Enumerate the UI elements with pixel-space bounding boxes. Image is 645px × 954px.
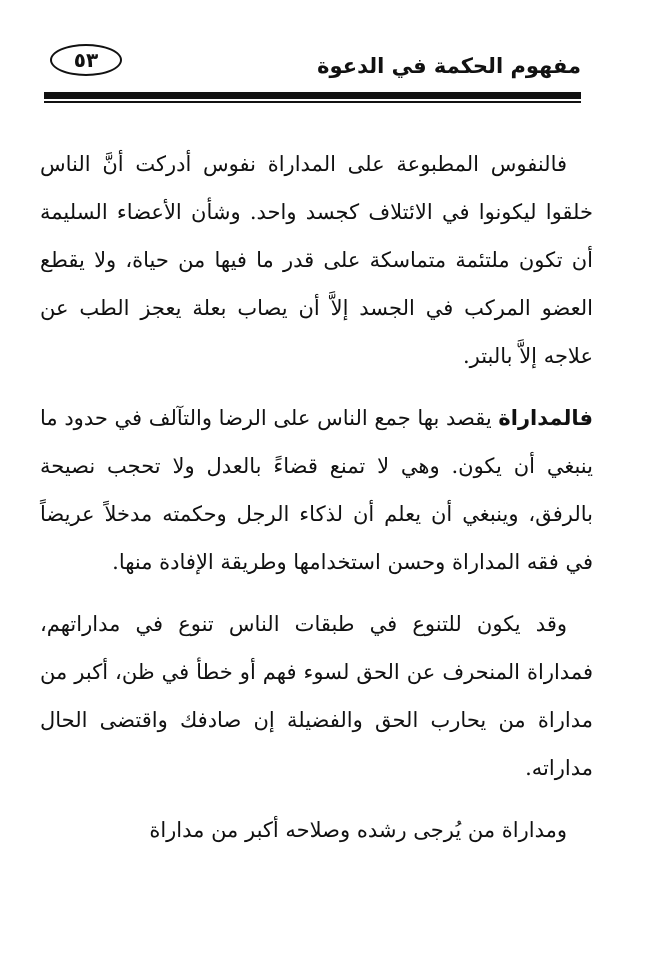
paragraph-2-text: يقصد بها جمع الناس على الرضا والتآلف في حدود ما ينبغي أن يكون. وهي لا تمنع قضاءً بالعدل ولا تحجب نصيحة بالرفق، وينبغي أن يعلم أن لذكاء الرجل وحكمته مدخلاً عريضاً في فقه المداراة وحسن استخدامها وطريقة الإفادة منها. [40,406,593,574]
page-number: ٥٣ [50,44,122,76]
body-text [40,140,593,868]
paragraph-4-text: ومداراة من يُرجى رشده وصلاحه أكبر من مداراة [149,818,567,842]
paragraph-2-lead-word: فالمداراة [498,406,593,430]
paragraph-2 [40,394,593,586]
running-title: مفهوم الحكمة في الدعوة [317,54,581,78]
paragraph-1-text: فالنفوس المطبوعة على المداراة نفوس أدركت أنَّ الناس خلقوا ليكونوا في الائتلاف كجسد واحد. وشأن الأعضاء السليمة أن تكون ملتئمة متماسكة على قدر ما فيها من حياة، ولا يقطع العضو المركب في الجسد إلاَّ أن يصاب بعلة يعجز الطب عن علاجه إلاَّ بالبتر. [40,152,593,368]
paragraph-3-text: وقد يكون للتنوع في طبقات الناس تنوع في مداراتهم، فمداراة المنحرف عن الحق لسوء فهم أو خطأ في ظن، أكبر من مداراة من يحارب الحق والفضيلة إن صادفك واقتضى الحال مداراته. [40,612,593,780]
page-header [42,40,581,92]
paragraph-4 [40,806,593,854]
header-rule-thick [44,92,581,99]
header-rule-thin [44,101,581,103]
paragraph-1 [40,140,593,380]
paragraph-3 [40,600,593,792]
